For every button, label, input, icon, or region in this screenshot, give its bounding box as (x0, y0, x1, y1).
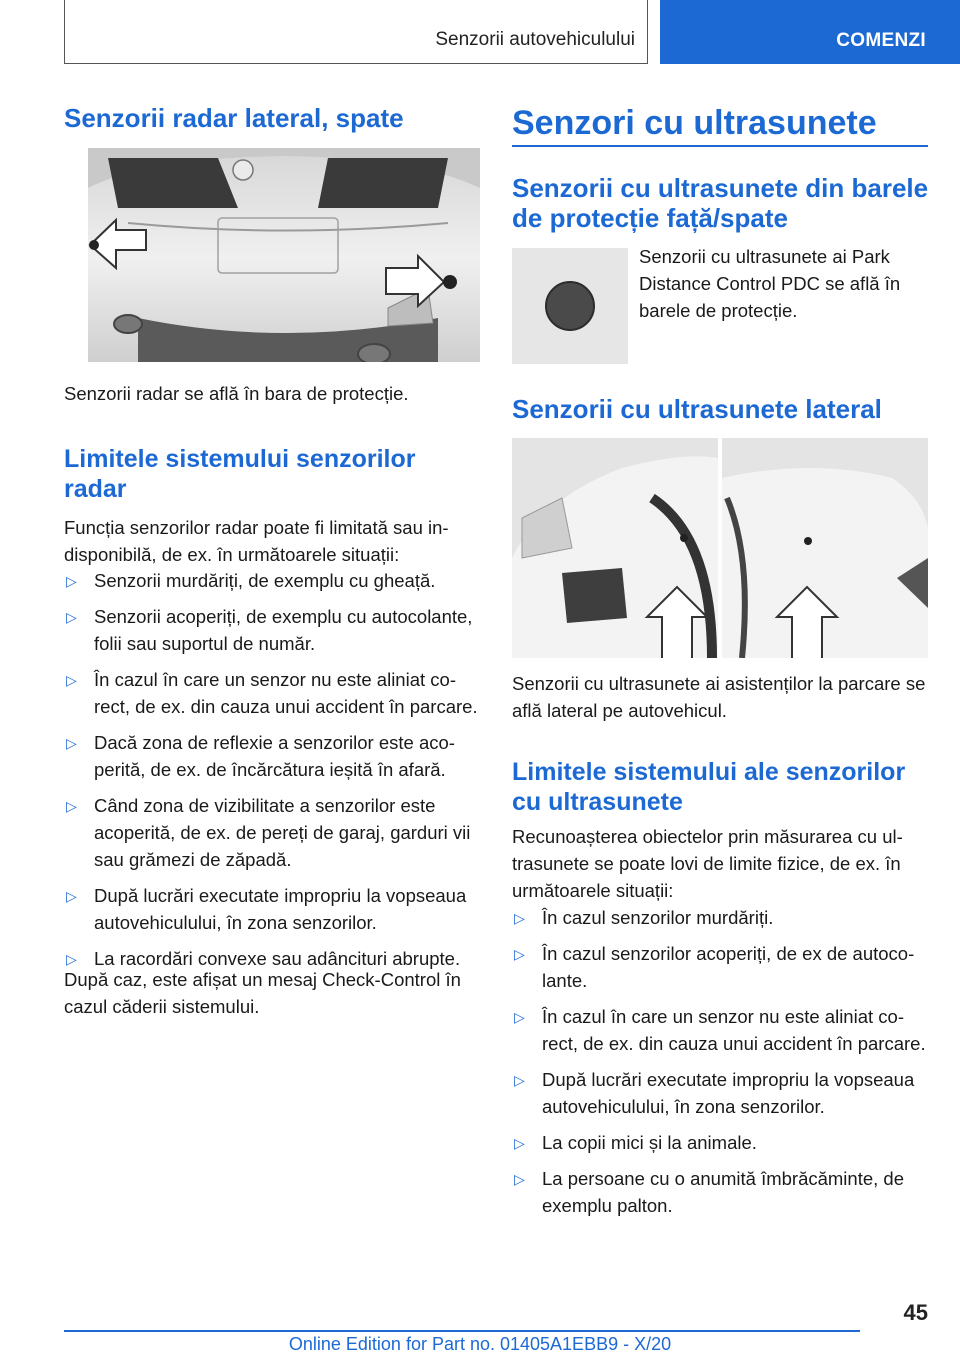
heading-radar-sensors: Senzorii radar lateral, spate (64, 103, 404, 133)
page-number: 45 (903, 1300, 928, 1325)
pdc-sensor-illustration (512, 248, 628, 364)
triangle-bullet-icon: ▷ (514, 910, 525, 926)
heading-bumper-ultrasonic: Senzorii cu ultrasunete din barele de protecție față/spate (512, 173, 929, 233)
text-bumper-ultrasonic: Senzorii cu ultrasunete ai Park Distance Control PDC se află în barele de protecție. (639, 246, 901, 321)
header-section-box (64, 0, 648, 64)
list-item: ▷ La racordări convexe sau adâncituri abrupte. (64, 945, 482, 972)
chapter-tab-label: COMENZI (836, 30, 926, 51)
heading-ultrasonic-limits: Limitele sistemului ale senzorilor cu ultrasunete (512, 758, 906, 816)
footer-edition-text: Online Edition for Part no. 01405A1EBB9 - X/20 (288, 1334, 672, 1354)
triangle-bullet-icon: ▷ (66, 609, 77, 625)
list-item: ▷ La copii mici și la animale. (512, 1129, 932, 1156)
intro-radar-limits: Funcția senzorilor radar poate fi limitată sau indisponibilă, de ex. în următoarele situații: (64, 517, 449, 565)
footer-divider (64, 1330, 860, 1332)
triangle-bullet-icon: ▷ (66, 951, 77, 967)
intro-ultrasonic-limits: Recunoașterea obiectelor prin măsurarea cu ultrasunete se poate lovi de limite fizice, de ex. în următoarele situații: (512, 826, 903, 901)
radar-limits-list (64, 567, 482, 981)
chapter-tab[interactable] (660, 0, 960, 64)
list-item: ▷ După lucrări executate impropriu la vopseaua autovehiculului, în zona senzorilor. (514, 1069, 915, 1117)
list-item: ▷ Când zona de vizibilitate a senzorilor este acoperită, de ex. de pereți de garaj, garduri vii sau grămezi de zăpadă. (66, 795, 471, 870)
list-item: ▷ Dacă zona de reflexie a senzorilor este acoperită, de ex. de încărcătura ieșită în afară. (66, 732, 455, 780)
list-item: ▷ În cazul senzorilor acoperiți, de ex de autocolante. (514, 943, 915, 991)
heading-lateral-ultrasonic: Senzorii cu ultrasunete lateral (512, 394, 882, 424)
triangle-bullet-icon: ▷ (66, 735, 77, 751)
ultrasonic-limits-list (512, 904, 932, 1228)
triangle-bullet-icon: ▷ (514, 1171, 525, 1187)
list-item: ▷ În cazul în care un senzor nu este aliniat corect, de ex. din cauza unui accident în parcare. (514, 1006, 926, 1054)
lateral-sensors-illustration (512, 438, 928, 658)
list-item: ▷ După lucrări executate impropriu la vopseaua autovehiculului, în zona senzorilor. (66, 885, 467, 933)
triangle-bullet-icon: ▷ (514, 1135, 525, 1151)
list-item: ▷ În cazul în care un senzor nu este aliniat corect, de ex. din cauza unui accident în parcare. (66, 669, 478, 717)
triangle-bullet-icon: ▷ (66, 573, 77, 589)
caption-radar-location: Senzorii radar se află în bara de protecție. (64, 383, 409, 404)
list-item: ▷ La persoane cu o anumită îmbrăcăminte, de exemplu palton. (514, 1168, 904, 1216)
list-item: ▷ Senzorii acoperiți, de exemplu cu autocolante, folii sau suportul de număr. (66, 606, 473, 654)
outro-check-control: După caz, este afișat un mesaj Check-Control în cazul căderii sistemului. (64, 969, 461, 1017)
triangle-bullet-icon: ▷ (66, 672, 77, 688)
triangle-bullet-icon: ▷ (514, 946, 525, 962)
list-item: ▷ În cazul senzorilor murdăriți. (512, 904, 932, 931)
triangle-bullet-icon: ▷ (66, 798, 77, 814)
section-title: Senzorii autovehiculului (435, 29, 635, 50)
triangle-bullet-icon: ▷ (514, 1009, 525, 1025)
caption-lateral-ultrasonic: Senzorii cu ultrasunete ai asistenților la parcare se află lateral pe autovehicul. (512, 673, 926, 721)
heading-radar-limits: Limitele sistemului senzorilor radar (64, 445, 416, 503)
list-item: ▷ Senzorii murdăriți, de exemplu cu gheață. (64, 567, 482, 594)
triangle-bullet-icon: ▷ (514, 1072, 525, 1088)
rear-bumper-radar-illustration (88, 148, 480, 362)
chapter-divider (512, 145, 928, 147)
chapter-title: Senzori cu ultrasunete (512, 104, 877, 142)
triangle-bullet-icon: ▷ (66, 888, 77, 904)
